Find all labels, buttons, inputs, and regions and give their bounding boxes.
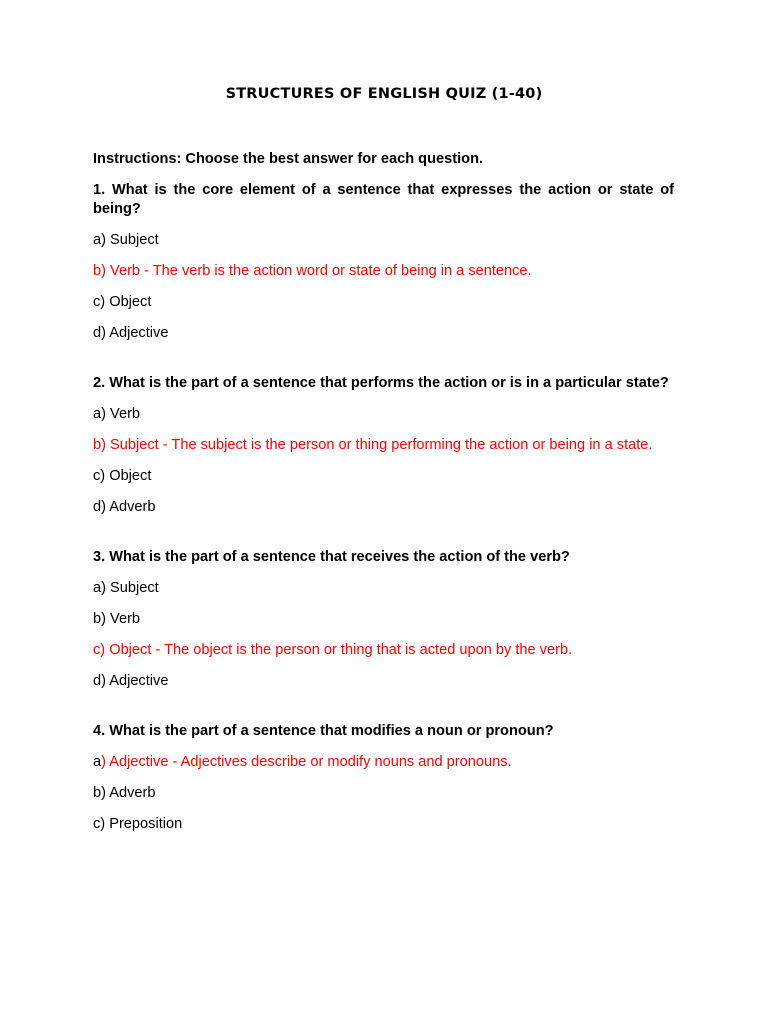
question-4-option-a-answer: ) Adjective - Adjectives describe or modify nouns and pronouns [101,754,508,770]
page-title: STRUCTURES OF ENGLISH QUIZ (1-40) [225,86,543,102]
question-1-option-b-correct: b) Verb - The verb is the action word or state of being in a sentence. [93,263,532,279]
question-3-option-c-correct: c) Object - The object is the person or thing that is acted upon by the verb. [93,642,573,658]
question-2-option-c: c) Object [93,468,152,484]
question-block-2 [93,374,674,517]
question-4-option-a-suffix: . [507,754,512,770]
question-3-option-d: d) Adjective [93,673,169,689]
question-2-option-a: a) Verb [93,406,141,422]
quiz-content [93,150,674,865]
question-3-option-a: a) Subject [93,580,159,596]
question-3-text: 3. What is the part of a sentence that receives the action of the verb? [93,549,570,565]
question-1-text: 1. What is the core element of a sentence that expresses the action or state of being? [93,182,674,217]
question-1-option-d: d) Adjective [93,325,169,341]
question-1-option-a: a) Subject [93,232,159,248]
question-4-option-a-correct [93,753,674,772]
question-1-option-c: c) Object [93,294,152,310]
question-block-1 [93,181,674,343]
question-4-option-c: c) Preposition [93,816,183,832]
question-2-text: 2. What is the part of a sentence that performs the action or is in a particular state? [93,375,669,391]
question-2-option-d: d) Adverb [93,499,156,515]
question-block-3 [93,548,674,691]
question-4-option-b: b) Adverb [93,785,156,801]
question-4-option-a-prefix: a [93,754,102,770]
question-3-option-b: b) Verb [93,611,141,627]
question-2-option-b-correct: b) Subject - The subject is the person or thing performing the action or being in a state. [93,437,653,453]
question-block-4 [93,722,674,834]
instructions-text: Instructions: Choose the best answer for each question. [93,151,484,167]
question-4-text: 4. What is the part of a sentence that modifies a noun or pronoun? [93,723,554,739]
